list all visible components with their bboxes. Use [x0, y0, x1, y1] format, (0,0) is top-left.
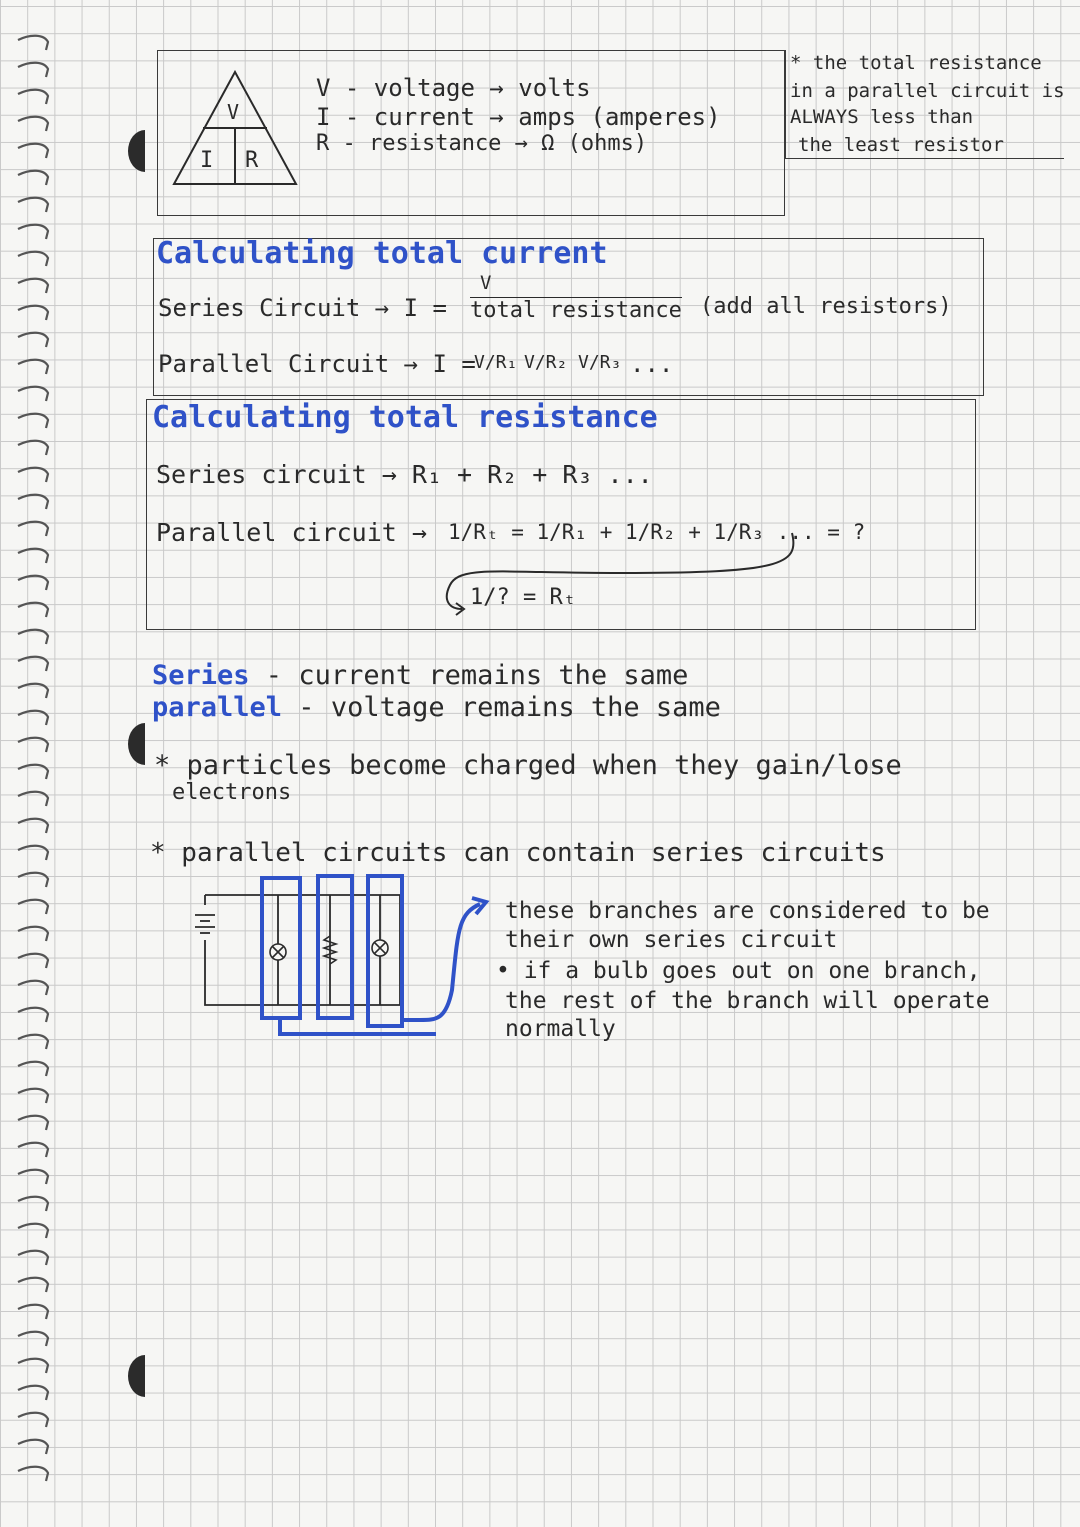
spiral-coil [18, 468, 48, 482]
spiral-coil [18, 981, 48, 995]
spiral-coil [18, 1467, 48, 1481]
spiral-coil [18, 630, 48, 644]
spiral-coil [18, 387, 48, 401]
spiral-coil [18, 117, 48, 131]
series-current-note: (add all resistors) [700, 294, 952, 319]
parallel-rule-text: - voltage remains the same [282, 692, 721, 723]
parallel-term-1: V/R₁ [474, 352, 518, 373]
series-current-denominator: total resistance [470, 298, 682, 323]
series-rule-term: Series [152, 660, 250, 691]
punch-hole [128, 1355, 162, 1397]
spiral-coil [18, 522, 48, 536]
spiral-coil [18, 576, 48, 590]
spiral-coil [18, 1224, 48, 1238]
parallel-rule-term: parallel [152, 692, 283, 723]
parallel-resistance-equation: 1/Rₜ = 1/R₁ + 1/R₂ + 1/R₃ ... = ? [448, 520, 866, 544]
series-rule [152, 660, 688, 691]
series-current-label: Series Circuit → I = [158, 294, 447, 322]
spiral-coil [18, 1035, 48, 1049]
particles-note-line-1: * particles become charged when they gain/lose [154, 750, 902, 781]
spiral-coil [18, 657, 48, 671]
spiral-coil [18, 441, 48, 455]
branch-note-line-1: these branches are considered to be [505, 898, 990, 924]
spiral-coil [18, 1332, 48, 1346]
spiral-coil [18, 225, 48, 239]
spiral-coil [18, 279, 48, 293]
spiral-coil [18, 1008, 48, 1022]
spiral-coil [18, 738, 48, 752]
spiral-coil [18, 1251, 48, 1265]
bulb-icon [270, 944, 286, 960]
series-resistance-line: Series circuit → R₁ + R₂ + R₃ ... [156, 460, 653, 489]
parallel-rule [152, 692, 721, 723]
parallel-circuit-diagram [190, 870, 490, 1050]
spiral-coil [18, 1089, 48, 1103]
spiral-coil [18, 1143, 48, 1157]
branch-note-line-2: their own series circuit [505, 927, 838, 953]
spiral-coil [18, 333, 48, 347]
triangle-label-r: R [245, 148, 259, 173]
spiral-coil [18, 900, 48, 914]
spiral-coil [18, 603, 48, 617]
parallel-term-3: V/R₃ [578, 352, 622, 373]
spiral-coil [18, 1413, 48, 1427]
legend-current: I - current → amps (amperes) [316, 103, 721, 131]
legend-voltage: V - voltage → volts [316, 74, 591, 102]
spiral-coil [18, 144, 48, 158]
spiral-coil [18, 252, 48, 266]
bulb-icon [372, 940, 388, 956]
branch-note-line-3: • if a bulb goes out on one branch, [496, 958, 981, 984]
spiral-binding [0, 0, 60, 1527]
spiral-coil [18, 927, 48, 941]
vir-triangle-diagram [170, 68, 300, 188]
spiral-coil [18, 1440, 48, 1454]
spiral-coil [18, 90, 48, 104]
spiral-coil [18, 1116, 48, 1130]
spiral-coil [18, 1359, 48, 1373]
spiral-coil [18, 360, 48, 374]
series-rule-text: - current remains the same [249, 660, 689, 691]
note-line-2: in a parallel circuit is [790, 80, 1065, 102]
parallel-ellipsis: ... [630, 350, 674, 378]
particles-note-line-2: electrons [172, 780, 292, 805]
triangle-label-i: I [200, 148, 214, 173]
triangle-label-v: V [227, 100, 240, 124]
spiral-coil [18, 792, 48, 806]
spiral-coil [18, 1197, 48, 1211]
branch-note-line-4: the rest of the branch will operate [505, 988, 990, 1014]
spiral-coil [18, 549, 48, 563]
series-current-numerator: V [480, 272, 492, 294]
spiral-coil [18, 1386, 48, 1400]
spiral-coil [18, 711, 48, 725]
resistance-heading: Calculating total resistance [152, 400, 658, 435]
spiral-coil [18, 765, 48, 779]
legend-resistance: R - resistance → Ω (ohms) [316, 131, 648, 156]
parallel-resistance-label: Parallel circuit → [156, 518, 427, 547]
parallel-term-2: V/R₂ [524, 352, 568, 373]
spiral-coil [18, 306, 48, 320]
spiral-coil [18, 36, 48, 50]
note-line-1: * the total resistance [790, 52, 1042, 74]
note-line-4: the least resistor [798, 134, 1004, 156]
spiral-coil [18, 1305, 48, 1319]
inverse-resistance-line: 1/? = Rₜ [470, 585, 576, 610]
spiral-coil [18, 846, 48, 860]
spiral-coil [18, 954, 48, 968]
spiral-coil [18, 414, 48, 428]
note-line-3: ALWAYS less than [790, 106, 974, 128]
spiral-coil [18, 171, 48, 185]
current-heading: Calculating total current [156, 236, 608, 271]
spiral-coil [18, 819, 48, 833]
spiral-coil [18, 1278, 48, 1292]
parallel-series-note: * parallel circuits can contain series circuits [150, 838, 886, 868]
spiral-coil [18, 1062, 48, 1076]
spiral-coil [18, 495, 48, 509]
branch-note-line-5: normally [505, 1016, 616, 1042]
spiral-coil [18, 873, 48, 887]
spiral-coil [18, 198, 48, 212]
spiral-coil [18, 684, 48, 698]
spiral-coil [18, 1170, 48, 1184]
spiral-coil [18, 63, 48, 77]
parallel-current-label: Parallel Circuit → I = [158, 350, 476, 378]
